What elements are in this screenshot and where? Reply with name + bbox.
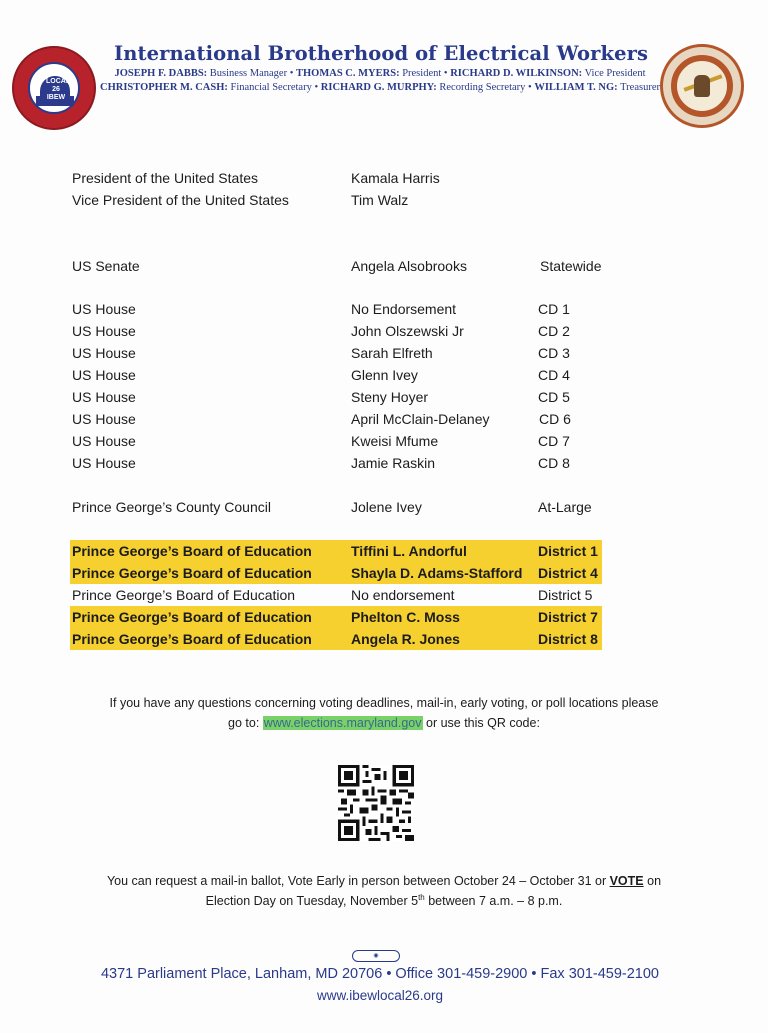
endorsement-row (70, 452, 602, 474)
office-label: Vice President of the United States (72, 192, 289, 208)
district-label: District 7 (538, 609, 598, 625)
footer-website-link[interactable]: www.ibewlocal26.org (316, 988, 444, 1003)
voting-info-line-2: go to: www.elections.maryland.gov or use this QR code: (228, 716, 540, 730)
mail-in-line-1: You can request a mail-in ballot, Vote Early in person between October 24 – October 31 or VOTE on (106, 874, 662, 888)
ibew-international-seal-logo (660, 44, 744, 128)
mail-in-line-2: Election Day on Tuesday, November 5th between 7 a.m. – 8 p.m. (205, 893, 563, 909)
candidate-name: Tiffini L. Andorful (351, 543, 467, 559)
endorsement-row (70, 430, 602, 452)
endorsement-row (70, 320, 602, 342)
candidate-name: April McClain-Delaney (351, 411, 490, 427)
endorsement-row (70, 298, 602, 320)
candidate-name: John Olszewski Jr (351, 323, 464, 339)
candidate-name: Angela R. Jones (351, 631, 460, 647)
district-label: Statewide (540, 258, 602, 274)
candidate-name: No endorsement (351, 587, 455, 603)
candidate-name: Sarah Elfreth (351, 345, 433, 361)
candidate-name: Kamala Harris (351, 170, 440, 186)
district-label: CD 2 (538, 323, 570, 339)
candidate-name: Steny Hoyer (351, 389, 429, 405)
office-label: US House (72, 433, 136, 449)
district-label: District 8 (538, 631, 598, 647)
elections-website-link[interactable]: www.elections.maryland.gov (263, 716, 422, 730)
candidate-name: Phelton C. Moss (351, 609, 460, 625)
endorsement-row (70, 496, 602, 518)
endorsement-row (70, 342, 602, 364)
local-26-seal-logo (12, 46, 96, 130)
office-label: US House (72, 389, 136, 405)
officers-line-1: JOSEPH F. DABBS: Business Manager • THOMAS C. MYERS: President • RICHARD D. WILKINSON: Vice President (114, 68, 646, 79)
office-label: President of the United States (72, 170, 258, 186)
qr-code-icon[interactable] (338, 765, 414, 841)
candidate-name: Jolene Ivey (351, 499, 422, 515)
district-label: CD 1 (538, 301, 570, 317)
endorsement-row (70, 364, 602, 386)
district-label: District 4 (538, 565, 598, 581)
endorsement-row (70, 189, 602, 211)
office-label: Prince George’s Board of Education (72, 587, 296, 603)
endorsement-row (70, 408, 602, 430)
office-label: US House (72, 455, 136, 471)
officers-line-2: CHRISTOPHER M. CASH: Financial Secretary • RICHARD G. MURPHY: Recording Secretary • WILLIAM T. NG: Treasurer (100, 82, 660, 93)
candidate-name: Angela Alsobrooks (351, 258, 467, 274)
org-name: International Brotherhood of Electrical Workers (114, 42, 649, 65)
office-label: Prince George’s Board of Education (72, 565, 312, 581)
endorsement-row-highlighted (70, 606, 602, 628)
candidate-name: Glenn Ivey (351, 367, 418, 383)
office-label: US House (72, 367, 136, 383)
endorsement-row (70, 584, 602, 606)
endorsement-row-highlighted (70, 562, 602, 584)
candidate-name: Tim Walz (351, 192, 409, 208)
candidate-name: Shayla D. Adams-Stafford (351, 565, 523, 581)
district-label: CD 6 (539, 411, 571, 427)
district-label: CD 8 (538, 455, 570, 471)
district-label: CD 7 (538, 433, 570, 449)
union-label-icon: ◉ (352, 950, 400, 962)
voting-info-line-1: If you have any questions concerning voting deadlines, mail-in, early voting, or poll locations please (109, 696, 659, 710)
seal-text: LOCAL 26 IBEW (46, 78, 71, 101)
district-label: CD 5 (538, 389, 570, 405)
office-label: Prince George’s Board of Education (72, 543, 312, 559)
office-label: US House (72, 411, 136, 427)
district-label: CD 4 (538, 367, 570, 383)
endorsement-row (70, 255, 602, 277)
office-label: US Senate (72, 258, 140, 274)
candidate-name: No Endorsement (351, 301, 457, 317)
endorsement-row (70, 167, 602, 189)
district-label: At-Large (538, 499, 592, 515)
office-label: Prince George’s Board of Education (72, 609, 312, 625)
endorsement-row-highlighted (70, 540, 602, 562)
district-label: District 1 (538, 543, 598, 559)
endorsement-row (70, 386, 602, 408)
office-label: Prince George’s Board of Education (72, 631, 312, 647)
vote-emphasis: VOTE (609, 874, 644, 888)
office-label: US House (72, 345, 136, 361)
office-label: Prince George’s County Council (72, 499, 271, 515)
endorsement-row-highlighted (70, 628, 602, 650)
district-label: CD 3 (538, 345, 570, 361)
candidate-name: Kweisi Mfume (351, 433, 439, 449)
footer-address: 4371 Parliament Place, Lanham, MD 20706 • Office 301-459-2900 • Fax 301-459-2100 (100, 966, 659, 982)
candidate-name: Jamie Raskin (351, 455, 436, 471)
office-label: US House (72, 301, 136, 317)
office-label: US House (72, 323, 136, 339)
district-label: District 5 (538, 587, 593, 603)
